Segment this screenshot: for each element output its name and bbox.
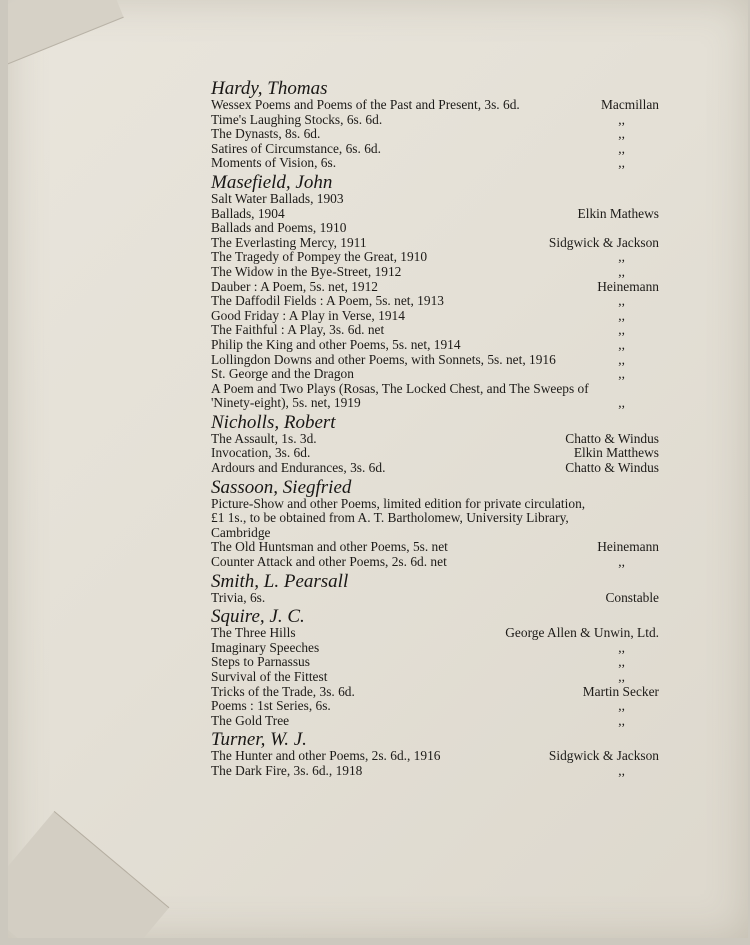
bibliography-entry <box>211 280 659 295</box>
entry-publisher: ,, <box>618 698 625 714</box>
bibliography-entry <box>211 294 659 309</box>
entry-publisher: ,, <box>618 366 625 382</box>
bibliography-entry <box>211 156 659 171</box>
entry-publisher: ,, <box>618 322 625 338</box>
entry-publisher: ,, <box>618 554 625 570</box>
entry-title: Counter Attack and other Poems, 2s. 6d. net <box>211 554 447 570</box>
entry-publisher: ,, <box>618 639 625 655</box>
folded-corner-bottom <box>8 811 169 938</box>
entry-title: Steps to Parnassus <box>211 654 310 670</box>
entry-publisher: ,, <box>618 111 625 127</box>
bibliography-entry <box>211 382 659 411</box>
bibliography-entry <box>211 250 659 265</box>
entry-title: Philip the King and other Poems, 5s. net, 1914 <box>211 336 461 352</box>
entry-title: Moments of Vision, 6s. <box>211 155 337 171</box>
bibliography-entry <box>211 655 659 670</box>
entry-publisher: ,, <box>618 336 625 352</box>
bibliography-entry <box>211 749 659 764</box>
bibliography-entry <box>211 207 659 222</box>
bibliography-entry <box>211 113 659 128</box>
bibliography-entry <box>211 714 659 729</box>
bibliography-entry <box>211 98 659 113</box>
entry-title: Ballads, 1904 <box>211 205 285 221</box>
bibliography-entry <box>211 236 659 251</box>
entry-title: The Dark Fire, 3s. 6d., 1918 <box>211 762 363 778</box>
entry-title: Time's Laughing Stocks, 6s. 6d. <box>211 111 383 127</box>
author-heading: Masefield, John <box>211 171 333 193</box>
bibliography-entry <box>211 670 659 685</box>
entry-publisher: Sidgwick & Jackson <box>548 748 659 764</box>
bibliography-entry <box>211 540 659 555</box>
bibliography-entry <box>211 685 659 700</box>
entry-publisher: ,, <box>618 249 625 265</box>
bibliography-entry <box>211 432 659 447</box>
entry-title: Satires of Circumstance, 6s. 6d. <box>211 140 381 156</box>
entry-publisher: ,, <box>618 712 625 728</box>
entry-title: The Faithful : A Play, 3s. 6d. net <box>211 322 385 338</box>
entry-publisher: Constable <box>605 589 659 605</box>
entry-publisher: ,, <box>618 307 625 323</box>
entry-publisher: ,, <box>618 669 625 684</box>
entry-publisher: Martin Secker <box>582 683 659 699</box>
entry-title: The Dynasts, 8s. 6d. <box>211 126 321 142</box>
entry-title: Ballads and Poems, 1910 <box>211 220 347 236</box>
bibliography-entry <box>211 265 659 280</box>
bibliography-entry <box>211 338 659 353</box>
entry-title: The Assault, 1s. 3d. <box>211 430 317 446</box>
entry-title: Survival of the Fittest <box>211 669 328 684</box>
entry-title: St. George and the Dragon <box>211 366 354 382</box>
entry-title: Trivia, 6s. <box>211 589 266 605</box>
bibliography-entry <box>211 353 659 368</box>
author-heading: Sassoon, Siegfried <box>211 476 352 498</box>
entry-publisher: ,, <box>618 395 625 411</box>
bibliography-list <box>211 77 659 779</box>
entry-publisher: Chatto & Windus <box>565 460 659 476</box>
bibliography-entry <box>211 192 659 207</box>
entry-publisher: ,, <box>618 155 625 171</box>
bibliography-entry <box>211 555 659 570</box>
entry-title: Picture-Show and other Poems, limited edition for private circulation, £1 1s., to be obtained from A. T. Bartholomew, University Library, Cambridge <box>211 495 586 540</box>
book-page <box>8 0 748 938</box>
bibliography-entry <box>211 446 659 461</box>
entry-title: The Three Hills <box>211 625 296 641</box>
entry-publisher: ,, <box>618 654 625 670</box>
entry-publisher: Chatto & Windus <box>565 430 659 446</box>
entry-title: The Daffodil Fields : A Poem, 5s. net, 1913 <box>211 293 444 309</box>
entry-title: The Hunter and other Poems, 2s. 6d., 1916 <box>211 748 441 764</box>
bibliography-entry <box>211 764 659 779</box>
entry-publisher: Macmillan <box>600 97 659 112</box>
entry-publisher: ,, <box>618 762 625 778</box>
entry-publisher: ,, <box>618 140 625 156</box>
entry-title: Invocation, 3s. 6d. <box>211 445 311 461</box>
entry-title: A Poem and Two Plays (Rosas, The Locked Chest, and The Sweeps of 'Ninety-eight), 5s. net, 1919 <box>211 380 589 411</box>
entry-publisher: Heinemann <box>597 278 659 294</box>
bibliography-entry <box>211 699 659 714</box>
bibliography-entry <box>211 127 659 142</box>
entry-title: Lollingdon Downs and other Poems, with Sonnets, 5s. net, 1916 <box>211 351 556 367</box>
author-heading: Nicholls, Robert <box>211 411 336 433</box>
entry-title: Salt Water Ballads, 1903 <box>211 190 344 206</box>
bibliography-entry <box>211 626 659 641</box>
entry-publisher: ,, <box>618 351 625 367</box>
entry-title: Dauber : A Poem, 5s. net, 1912 <box>211 278 378 294</box>
entry-publisher: Heinemann <box>597 539 659 555</box>
entry-publisher: Elkin Mathews <box>577 205 659 221</box>
bibliography-entry <box>211 309 659 324</box>
author-heading: Turner, W. J. <box>211 729 307 751</box>
entry-title: Good Friday : A Play in Verse, 1914 <box>211 307 405 323</box>
bibliography-entry <box>211 221 659 236</box>
bibliography-entry <box>211 591 659 606</box>
entry-publisher: ,, <box>618 263 625 279</box>
entry-title: Imaginary Speeches <box>211 639 320 655</box>
entry-title: The Everlasting Mercy, 1911 <box>211 234 367 250</box>
entry-title: The Gold Tree <box>211 712 290 728</box>
entry-publisher: George Allen & Unwin, Ltd. <box>505 625 659 641</box>
bibliography-entry <box>211 497 659 541</box>
author-heading: Hardy, Thomas <box>211 78 328 99</box>
entry-title: Wessex Poems and Poems of the Past and Present, 3s. 6d. <box>211 97 520 112</box>
entry-title: The Tragedy of Pompey the Great, 1910 <box>211 249 428 265</box>
folded-corner-top <box>8 0 124 66</box>
entry-title: Tricks of the Trade, 3s. 6d. <box>211 683 355 699</box>
bibliography-entry <box>211 142 659 157</box>
bibliography-entry <box>211 641 659 656</box>
author-heading: Squire, J. C. <box>211 606 305 628</box>
entry-publisher: ,, <box>618 126 625 142</box>
entry-title: The Widow in the Bye-Street, 1912 <box>211 263 402 279</box>
entry-publisher: ,, <box>618 293 625 309</box>
entry-title: The Old Huntsman and other Poems, 5s. net <box>211 539 448 555</box>
entry-publisher: Sidgwick & Jackson <box>548 234 659 250</box>
entry-publisher: Elkin Matthews <box>573 445 659 461</box>
bibliography-entry <box>211 323 659 338</box>
entry-title: Ardours and Endurances, 3s. 6d. <box>211 460 386 476</box>
author-heading: Smith, L. Pearsall <box>211 570 349 592</box>
bibliography-entry <box>211 461 659 476</box>
entry-title: Poems : 1st Series, 6s. <box>211 698 331 714</box>
bibliography-entry <box>211 367 659 382</box>
